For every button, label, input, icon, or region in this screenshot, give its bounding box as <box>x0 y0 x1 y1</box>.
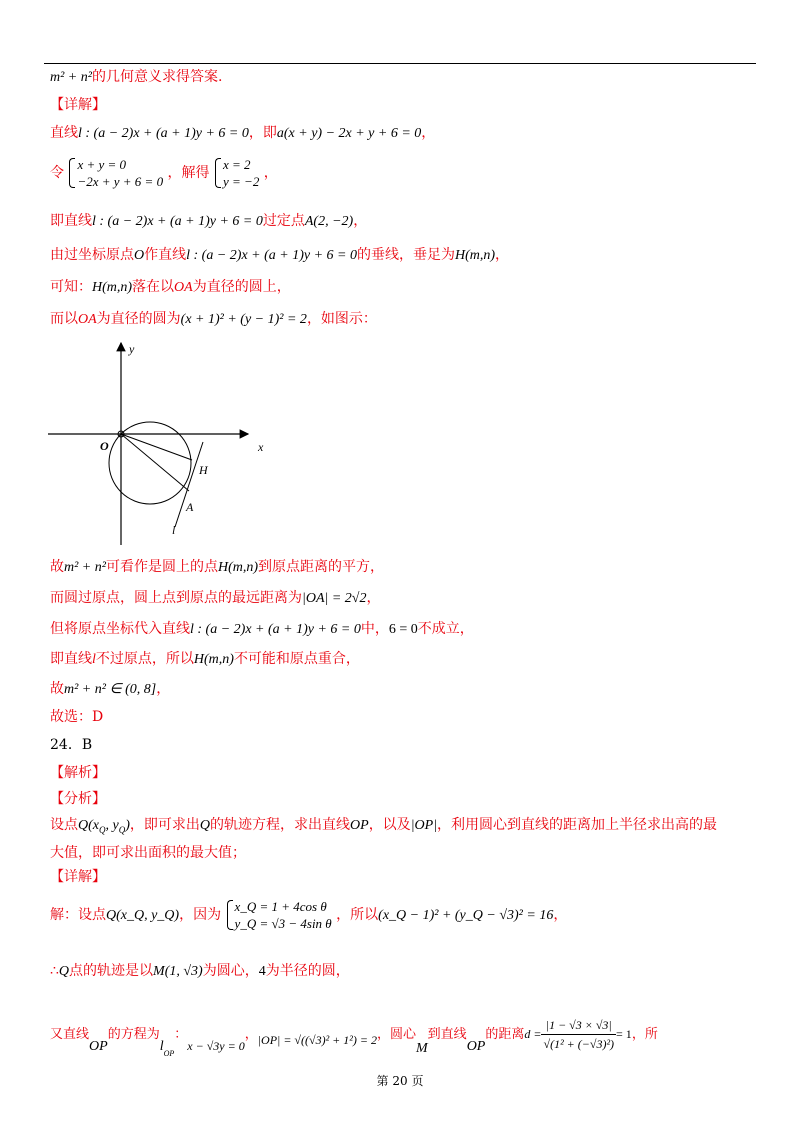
text: ， <box>263 165 278 181</box>
text: ∴ <box>50 963 59 979</box>
line-21 <box>50 898 567 932</box>
text: ， <box>353 213 368 229</box>
text: ， <box>156 681 171 697</box>
text: 不可能和原点重合， <box>233 651 360 667</box>
analysis-tag: 【解析】 <box>50 765 106 781</box>
text: 而以 <box>50 311 78 327</box>
text: 不过原点，所以 <box>95 651 194 667</box>
formula: x − √3y = 0 <box>187 1039 245 1053</box>
formula: ) <box>125 818 130 833</box>
text: 到原点距离的平方， <box>258 559 384 575</box>
line-8 <box>50 310 377 329</box>
formula: m² + n² <box>64 560 106 575</box>
geometry-figure <box>40 335 280 545</box>
text: 为直径的圆为 <box>96 311 181 327</box>
formula: m² + n² <box>50 70 92 85</box>
text: ： <box>174 1027 188 1042</box>
text: ， <box>421 125 436 141</box>
equation-system <box>68 156 163 190</box>
label-o: O <box>100 439 109 453</box>
text: 而圆过原点，圆上点到原点的最远距离为 <box>50 590 302 606</box>
text: 又直线 <box>50 1027 90 1042</box>
formula: l <box>159 1039 164 1054</box>
line-23 <box>50 1016 658 1058</box>
text: 为圆心， <box>202 963 259 979</box>
label-y: y <box>129 342 135 356</box>
subscript: OP <box>163 1048 175 1058</box>
text: 的方程为 <box>107 1027 160 1042</box>
line-1 <box>50 68 222 87</box>
text: 的距离 <box>485 1027 525 1042</box>
text: ，因为 <box>179 907 222 923</box>
text: 但将原点坐标代入直线 <box>50 621 190 637</box>
formula: 4 <box>258 964 266 979</box>
text: ， <box>495 247 510 263</box>
formula: OP <box>89 1039 108 1054</box>
formula: |OP| = √((√3)² + 1²) = 2 <box>257 1033 377 1047</box>
line-l <box>175 442 203 527</box>
text: 为直径的圆上， <box>192 279 291 295</box>
subscript: Q <box>118 824 126 835</box>
text: ， <box>553 907 568 923</box>
formula: a(x + y) − 2x + y + 6 = 0 <box>276 126 422 141</box>
equation-system <box>226 898 332 932</box>
text: 令 <box>50 165 64 181</box>
denominator: √(1² + (−√3)²) <box>543 1037 615 1051</box>
text: 的垂线，垂足为 <box>357 247 455 263</box>
line-6 <box>50 246 509 265</box>
line-3 <box>50 124 435 143</box>
text: ，如图示： <box>306 311 377 327</box>
segment-oa <box>121 434 189 491</box>
detail-tag-2: 【详解】 <box>50 869 106 885</box>
label-h: H <box>199 463 208 477</box>
formula: Q <box>199 818 211 833</box>
numerator: |1 − √3 × √3| <box>541 1016 616 1035</box>
formula: 6 = 0 <box>388 622 418 637</box>
text: ，即 <box>248 125 277 141</box>
formula: |OA| = 2√2 <box>302 591 367 606</box>
line-5 <box>50 212 367 231</box>
eq-row: x = 2 <box>223 157 251 172</box>
text: 点的轨迹是以 <box>69 963 154 979</box>
formula: , y <box>105 818 119 833</box>
label-l: l <box>172 523 176 537</box>
question-number: 24．B <box>50 737 93 753</box>
distance-fraction <box>541 1016 616 1053</box>
formula: A(2, −2) <box>304 214 354 229</box>
equation-system <box>214 156 259 190</box>
text: 设点 <box>50 817 78 833</box>
formula: H(m,n) <box>92 280 133 295</box>
line-7 <box>50 278 291 297</box>
text: ，利用圆心到直线的距离加上半径求出高的最 <box>437 817 718 833</box>
formula: l : (a − 2)x + (a + 1)y + 6 = 0 <box>186 248 357 263</box>
text: ，所 <box>631 1027 658 1042</box>
eq-row: y = −2 <box>223 174 260 189</box>
formula: H(m,n) <box>455 248 496 263</box>
formula: d = <box>524 1027 542 1041</box>
formula: m² + n² ∈ (0, 8] <box>64 682 157 697</box>
text: 作直线 <box>144 247 187 263</box>
text: 解：设点 <box>50 907 106 923</box>
label-a: A <box>186 500 194 514</box>
formula: l : (a − 2)x + (a + 1)y + 6 = 0 <box>92 214 263 229</box>
eq-row: y_Q = √3 − 4sin θ <box>234 916 332 931</box>
formula: M(1, √3) <box>153 964 203 979</box>
subscript: Q <box>99 824 106 835</box>
eq-row: −2x + y + 6 = 0 <box>77 174 164 189</box>
formula: Q(x <box>78 818 99 833</box>
text: 故 <box>50 681 64 697</box>
line-13 <box>50 680 170 699</box>
formula: H(m,n) <box>193 652 234 667</box>
text: 直线 <box>50 125 78 141</box>
segment-oh <box>121 434 192 460</box>
text: ，以及 <box>368 817 411 833</box>
text: 即直线 <box>50 213 92 229</box>
detail-tag-1: 【详解】 <box>50 97 106 113</box>
formula: l : (a − 2)x + (a + 1)y + 6 = 0 <box>190 622 361 637</box>
formula: H(m,n) <box>217 560 258 575</box>
text: 过定点 <box>262 213 305 229</box>
eq-row: x + y = 0 <box>77 157 127 172</box>
formula: l : (a − 2)x + (a + 1)y + 6 = 0 <box>78 126 249 141</box>
line-10 <box>50 589 381 608</box>
text: ，解得 <box>167 165 210 181</box>
text: ，圆心 <box>376 1027 416 1042</box>
text: 到直线 <box>427 1027 467 1042</box>
line-11 <box>50 620 474 639</box>
text: 落在以 <box>132 279 175 295</box>
text: ， <box>366 590 381 606</box>
text: 的轨迹方程，求出直线 <box>210 817 351 833</box>
text: 的几何意义求得答案. <box>91 69 223 85</box>
text: ， <box>244 1027 258 1042</box>
formula: = 1 <box>616 1027 632 1041</box>
formula: Q <box>58 964 70 979</box>
formula: OP <box>350 818 369 833</box>
text: ，所以 <box>336 907 379 923</box>
line-22 <box>50 962 350 981</box>
text: 中， <box>360 621 389 637</box>
header-rule <box>44 63 756 64</box>
formula: Q(x_Q, y_Q) <box>106 908 180 923</box>
formula: l <box>92 652 96 667</box>
formula: M <box>416 1041 428 1056</box>
line-12 <box>50 650 360 669</box>
text: 为半径的圆， <box>265 963 350 979</box>
text: 故 <box>50 559 64 575</box>
formula: |OP| <box>410 818 438 833</box>
text: 可知： <box>50 279 92 295</box>
formula: OA <box>78 312 97 327</box>
formula: O <box>134 248 145 263</box>
answer-line: 故选：D <box>50 709 104 725</box>
formula: OA <box>174 280 193 295</box>
line-18 <box>50 816 717 839</box>
text: 由过坐标原点 <box>50 247 134 263</box>
text: ，即可求出 <box>129 817 200 833</box>
text: 不成立， <box>417 621 474 637</box>
line-9 <box>50 558 384 577</box>
text: 可看作是圆上的点 <box>105 559 218 575</box>
eq-row: x_Q = 1 + 4cos θ <box>234 899 327 914</box>
formula: (x + 1)² + (y − 1)² = 2 <box>180 312 307 327</box>
page-footer: 第 20 页 <box>376 1074 424 1088</box>
fenxi-tag: 【分析】 <box>50 791 106 807</box>
formula: OP <box>466 1039 486 1054</box>
formula: (x_Q − 1)² + (y_Q − √3)² = 16 <box>378 908 554 923</box>
line-19: 大值，即可求出面积的最大值； <box>50 845 246 861</box>
label-x: x <box>258 440 264 454</box>
line-4 <box>50 156 278 190</box>
text: 即直线 <box>50 651 92 667</box>
